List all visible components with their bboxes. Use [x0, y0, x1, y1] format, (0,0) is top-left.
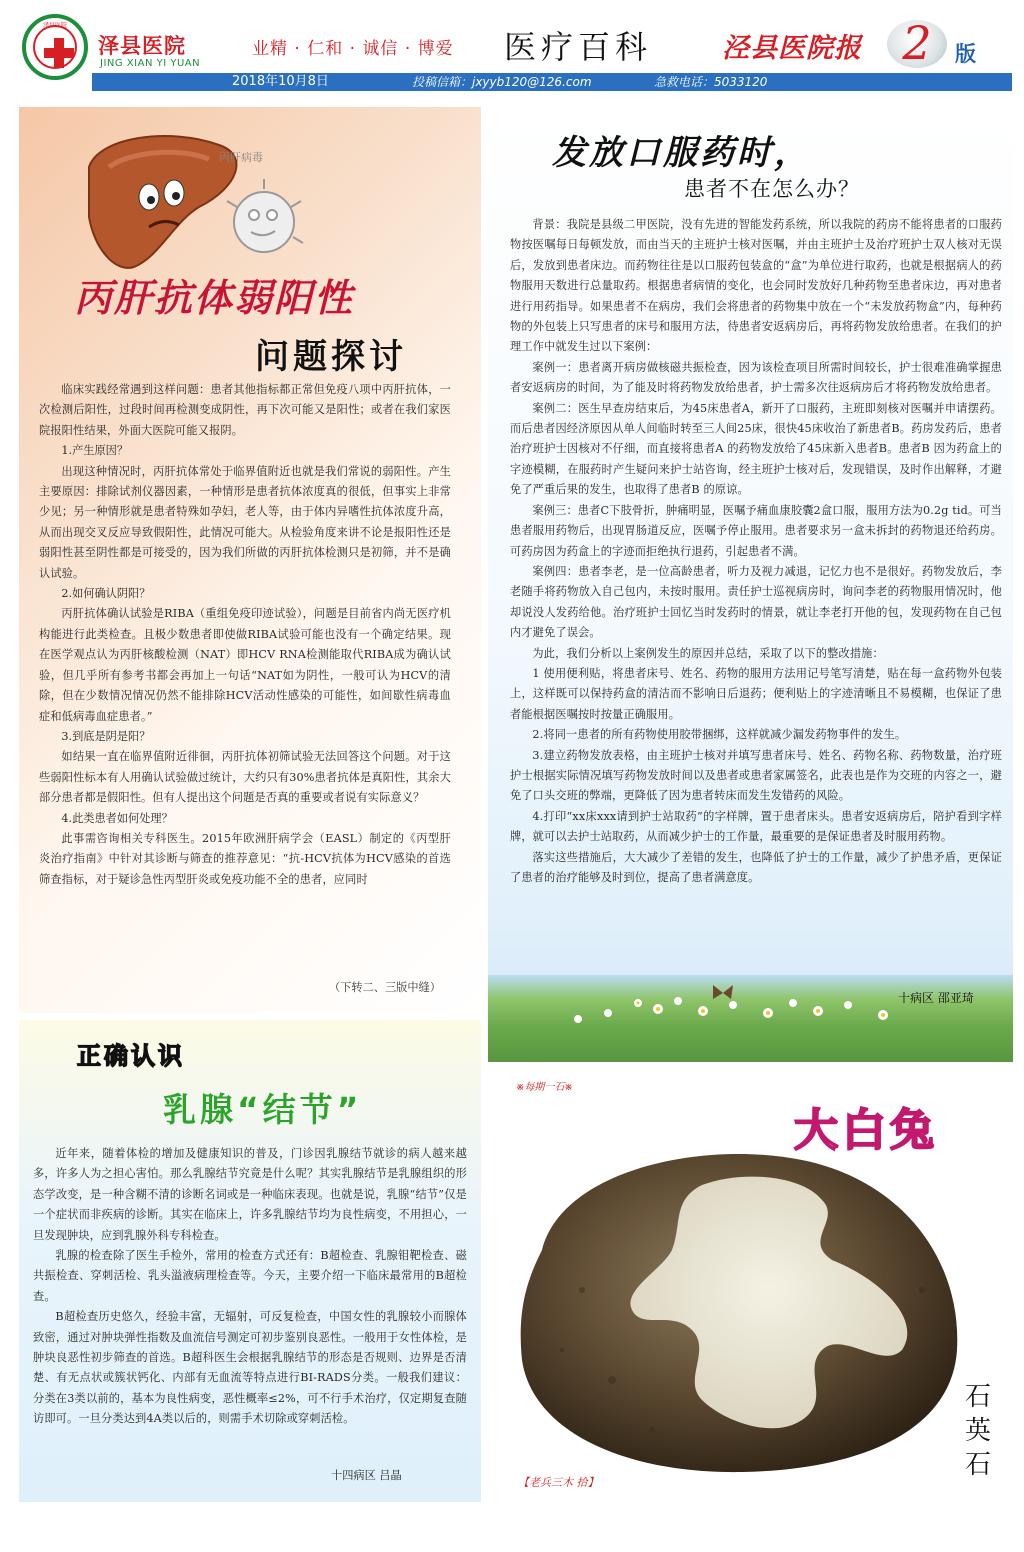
paragraph: 如结果一直在临界值附近徘徊，丙肝抗体初筛试验无法回答这个问题。对于这些弱阳性标本有人用确认试验做过统计，大约只有30%患者抗体是真阳性，其余大部分患者都是假阳性。但有人提出这个问题是否真的重要或者说有实际意义？ [39, 750, 451, 805]
article-title: 乳腺“结节” [163, 1090, 363, 1129]
virus-label: 丙肝病毒 [219, 151, 263, 164]
stone-material: 石英石 [964, 1382, 991, 1480]
article-kicker: 正确认识 [77, 1042, 185, 1070]
paragraph: 4.打印“xx床xxx请到护士站取药”的字样牌，置于患者床头。患者安返病房后，陪护看到字样牌，就可以去护士站取药，从而减少护士的工作量，最重要的是保证患者及时服用药物。 [510, 809, 1002, 844]
article-body [33, 1144, 467, 1430]
hospital-motto: 业精 · 仁和 · 诚信 · 博爱 [252, 39, 454, 59]
paragraph: 案例三：患者C下肢骨折，肿痛明显，医嘱予痛血康胶囊2盒口服，服用方法为0.2g tid。可当患者服用药物后，出现胃肠道反应，医嘱予停止服用。患者要求另一盒未拆封的药物退还给药房。可药房因为药盒上的字迹而拒绝执行退药，引起患者不满。 [510, 503, 1002, 558]
hospital-pinyin: JING XIAN YI YUAN [100, 58, 201, 69]
feature-kicker: ※每期一石※ [516, 1082, 573, 1093]
info-bar [92, 73, 1012, 91]
photo-credit: 【老兵三木 拾】 [518, 1476, 599, 1489]
paragraph: 出现这种情况时，丙肝抗体常处于临界值附近也就是我们常说的弱阳性。产生主要原因：排除试剂仪器因素，一种情形是患者抗体浓度真的很低，但事实上非常少见；另一种情形就是患者特殊如孕妇，老人等，由于体内异嗜性抗体浓度升高，从而出现交叉反应导致假阳性，此情况可能大。从检验角度来讲不论是报阳性还是弱阳性甚至阴性都是可接受的，因为我们所做的丙肝抗体检测只是初筛，并不是确认试验。 [39, 464, 451, 580]
hepatitis-article [19, 107, 481, 1013]
question-heading: 4.此类患者如何处理？ [61, 811, 173, 825]
paragraph: 案例一：患者离开病房做核磁共振检查，因为该检查项目所需时间较长，护士很难准确掌握患者安返病房的时间，为了能及时将药物发放给患者，护士需多次往返病房后才将药物发放给患者。 [510, 360, 1002, 395]
paragraph: 丙肝抗体确认试验是RIBA（重组免疫印迹试验），问题是目前省内尚无医疗机构能进行此类检查。且极少数患者即使做RIBA试验可能也没有一个确定结果。现在医学观点认为丙肝核酸检测（NAT）即HCV RNA检测能取代RIBA成为确认试验，但几乎所有参考书都会再加上一句话“NAT如为阴性，一般可认为HCV的清除，但在少数情况情况仍然不能排除HCV活动性感染的可能性，如间歇性病毒血症和低病毒血症患者。” [39, 607, 451, 723]
question-heading: 1.产生原因？ [61, 444, 129, 458]
paragraph: 此事需咨询相关专科医生。2015年欧洲肝病学会（EASL）制定的《丙型肝炎治疗指南》中针对其诊断与筛查的推荐意见：“抗-HCV抗体为HCV感染的首选筛查指标，对于疑诊急性丙型肝炎或免疫功能不全的患者，应同时 [39, 831, 451, 886]
butterfly-icon [713, 985, 733, 999]
stone-photo-icon [502, 1130, 972, 1475]
hospital-logo [22, 14, 88, 80]
paper-name: 泾县医院报 [722, 33, 862, 64]
continued-note: （下转二、三版中缝） [329, 981, 441, 994]
stone-feature [488, 1070, 1013, 1502]
paragraph: 背景：我院是县级二甲医院，没有先进的智能发药系统，所以我院的药房不能将患者的口服药物按医嘱每日每顿发放，而由当天的主班护士核对医嘱，并由主班护士及治疗班护士双人核对无误后，发放到患者床边。而药物往往是以口服药包装盒的“盒”为单位进行取药，也就是根据病人的药物服用天数进行总量取药。根据患者病情的变化，也会同时发放好几种药物至患者床边，再对患者进行用药指导。如果患者不在病房，我们会将患者的药物集中放在一个“未发放药物盒”内，每种药物的外包装上只写患者的床号和服用方法，待患者安返病房后，再将药物发放给患者。在我们的护理工作中就发生过以下案例： [510, 218, 1002, 354]
paragraph: 临床实践经常遇到这样问题：患者其他指标都正常但免疫八项中丙肝抗体，一次检测后阳性，过段时间再检测变成阴性，再下次可能又是阳性；或者在我们家医院报阳性结果，外面大医院可能又报阴。 [39, 383, 451, 437]
issue-date: 2018年10月8日 [232, 74, 329, 89]
question-heading: 2.如何确认阴阳？ [61, 587, 151, 601]
article-author: 十病区 邵亚琦 [898, 991, 974, 1005]
paragraph: 案例二：医生早查房结束后，为45床患者A，新开了口服药，主班即刻核对医嘱并申请摆药。而后患者因经济原因从单人间临时转至三人间25床，很快45床收治了新患者B。药房发药后，患者治疗班护士因核对不仔细，而直接将患者A 的药物发放给了45床新入患者B。患者B 因为药盒上的字迹模糊，在服药时产生疑问来护士站咨询，经主班护士核对后，发现错误，及时作出解释，才避免了严重后果的发生，也取得了患者B 的原谅。 [510, 401, 1002, 497]
section-title: 医疗百科 [504, 28, 653, 66]
medicine-article [488, 107, 1013, 1062]
question-heading: 3.到底是阴是阳？ [61, 729, 151, 743]
article-subtitle: 问题探讨 [255, 337, 407, 377]
masthead [0, 0, 1024, 96]
paragraph: 乳腺的检查除了医生手检外，常用的检查方式还有：B超检查、乳腺钼靶检查、磁共振检查、穿刺活检、乳头溢液病理检查等。今天，主要介绍一下临床最常用的B超检查。 [33, 1249, 467, 1303]
article-body [39, 380, 451, 890]
paragraph: 3.建立药物发放表格，由主班护士核对并填写患者床号、姓名、药物名称、药物数量，治疗班护士根据实际情况填写药物发放时间以及患者或患者家属签名，此表也是作为交班的内容之一，避免了口头交班的弊端，更降低了因为患者转床而发生发错药的风险。 [510, 748, 1002, 803]
paragraph: 为此，我们分析以上案例发生的原因并总结，采取了以下的整改措施： [532, 646, 884, 660]
article-body [510, 215, 1002, 888]
page-unit: 版 [955, 42, 976, 66]
contribution-email: 投稿信箱：jxyyb120@126.com [412, 75, 592, 89]
emergency-phone: 急救电话：5033120 [654, 75, 768, 89]
article-author: 十四病区 吕晶 [331, 1469, 402, 1482]
page-number: 2 [902, 16, 932, 70]
breast-article [19, 1020, 481, 1502]
paragraph: B超检查历史悠久，经验丰富，无辐射，可反复检查，中国女性的乳腺较小而腺体致密，通过对肿块弹性指数及血流信号测定可初步鉴别良恶性。一般用于女性体检，是肿块良恶性初步筛查的首选。B超科医生会根据乳腺结节的形态是否规则、边界是否清楚、有无点状或簇状钙化、内部有无血流等特点进行BI-RADS分类。一般我们建议：分类在3类以前的，基本为良性病变，恶性概率≤2%，可不行手术治疗，仅定期复查随访即可。一旦分类达到4A类以后的，则需手术切除或穿刺活检。 [33, 1310, 467, 1426]
paragraph: 1 使用便利贴，将患者床号、姓名、药物的服用方法用记号笔写清楚，贴在每一盒药物外包装上，这样既可以保持药盒的清洁而不影响日后退药；便利贴上的字迹清晰且不易模糊，也保证了患者能根据医嘱按时按量正确服用。 [510, 666, 1002, 721]
logo-ring-text: 泽县医院 [42, 22, 67, 29]
paragraph: 案例四：患者李老，是一位高龄患者，听力及视力减退，记忆力也不是很好。药物发放后，李老随手将药物放入自己包内，未按时服用。责任护士巡视病房时，询问李老的药物服用情况时，他却说没人发药给他。治疗班护士回忆当时发药时的情景，就让李老打开他的包，发现药物在自己包内才避免了误会。 [510, 564, 1002, 640]
paragraph: 落实这些措施后，大大减少了差错的发生，也降低了护士的工作量，减少了护患矛盾，更保证了患者的治疗能够及时到位，提高了患者满意度。 [510, 850, 1002, 884]
hospital-name: 泽县医院 [98, 34, 186, 58]
article-title: 发放口服药时， [552, 133, 811, 173]
article-subtitle: 患者不在怎么办？ [684, 177, 860, 201]
paragraph: 近年来，随着体检的增加及健康知识的普及，门诊因乳腺结节就诊的病人越来越多，许多人为之担心害怕。那么乳腺结节究竟是什么呢？其实乳腺结节是乳腺组织的形态学改变，是一种含糊不清的诊断名词或是一种临床表现。也就是说，乳腺“结节”仅是一个症状而非疾病的诊断。其实在临床上，许多乳腺结节均为良性病变，不用担心，一旦发现肿块，应到乳腺外科专科检查。 [33, 1147, 467, 1242]
article-title: 丙肝抗体弱阳性 [74, 276, 355, 320]
paragraph: 2.将同一患者的所有药物使用胶带捆绑，这样就减少漏发药物事件的发生。 [532, 728, 907, 742]
feature-title: 大白兔 [794, 1105, 938, 1156]
liver-cartoon-icon [79, 127, 309, 277]
